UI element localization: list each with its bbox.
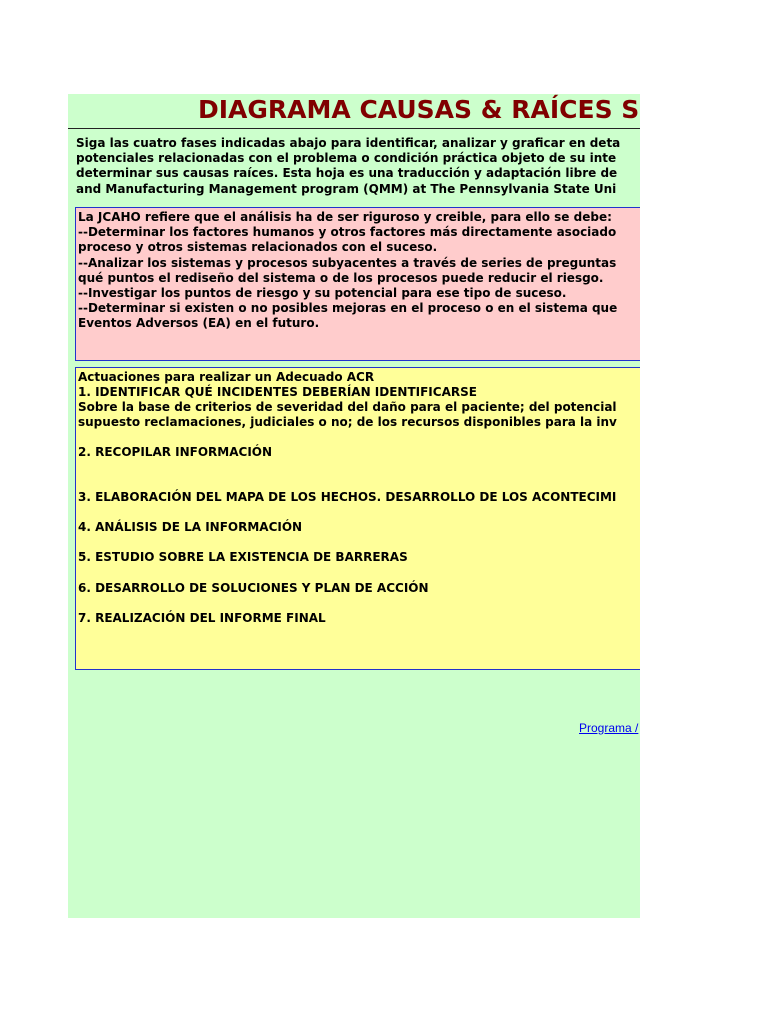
jcaho-box [75, 207, 640, 361]
intro-line: potenciales relacionadas con el problema o condición práctica objeto de su inte [76, 151, 617, 166]
jcaho-line: --Analizar los sistemas y procesos subyacentes a través de series de preguntas [78, 255, 617, 270]
intro-text [76, 136, 640, 197]
acr-step-1-desc: supuesto reclamaciones, judiciales o no; de los recursos disponibles para la inv [78, 415, 617, 429]
acr-step-7: 7. REALIZACIÓN DEL INFORME FINAL [78, 611, 326, 625]
jcaho-line: --Investigar los puntos de riesgo y su potencial para ese tipo de suceso. [78, 286, 567, 301]
acr-heading: Actuaciones para realizar un Adecuado ACR [78, 370, 375, 384]
jcaho-line: proceso y otros sistemas relacionados con el suceso. [78, 240, 438, 255]
jcaho-text [78, 210, 617, 332]
acr-step-4: 4. ANÁLISIS DE LA INFORMACIÓN [78, 520, 303, 534]
acr-step-3: 3. ELABORACIÓN DEL MAPA DE LOS HECHOS. DESARROLLO DE LOS ACONTECIMI [78, 490, 617, 504]
title-row [68, 94, 640, 129]
acr-step-6: 6. DESARROLLO DE SOLUCIONES Y PLAN DE ACCIÓN [78, 581, 429, 595]
intro-line: determinar sus causas raíces. Esta hoja es una traducción y adaptación libre de [76, 166, 618, 181]
jcaho-line: --Determinar si existen o no posibles mejoras en el proceso o en el sistema que [78, 301, 618, 316]
acr-step-2: 2. RECOPILAR INFORMACIÓN [78, 445, 273, 459]
jcaho-line: Eventos Adversos (EA) en el futuro. [78, 316, 320, 331]
page-title: DIAGRAMA CAUSAS & RAÍCES S [198, 95, 640, 124]
program-link[interactable]: Programa / [579, 721, 639, 735]
acr-step-1: 1. IDENTIFICAR QUÉ INCIDENTES DEBERÍAN IDENTIFICARSE [78, 385, 477, 399]
intro-line: Siga las cuatro fases indicadas abajo para identificar, analizar y graficar en deta [76, 136, 621, 150]
intro-line: and Manufacturing Management program (QMM) at The Pennsylvania State Uni [76, 181, 617, 196]
jcaho-line: qué puntos el rediseño del sistema o de los procesos puede reducir el riesgo. [78, 270, 604, 285]
jcaho-line: --Determinar los factores humanos y otros factores más directamente asociado [78, 225, 617, 240]
acr-step-1-desc: Sobre la base de criterios de severidad del daño para el paciente; del potencial [78, 400, 617, 414]
spreadsheet-sheet [68, 94, 640, 918]
acr-steps-box [75, 367, 640, 670]
jcaho-line: La JCAHO refiere que el análisis ha de ser riguroso y creible, para ello se debe: [78, 210, 612, 224]
acr-step-5: 5. ESTUDIO SOBRE LA EXISTENCIA DE BARRERAS [78, 550, 408, 564]
